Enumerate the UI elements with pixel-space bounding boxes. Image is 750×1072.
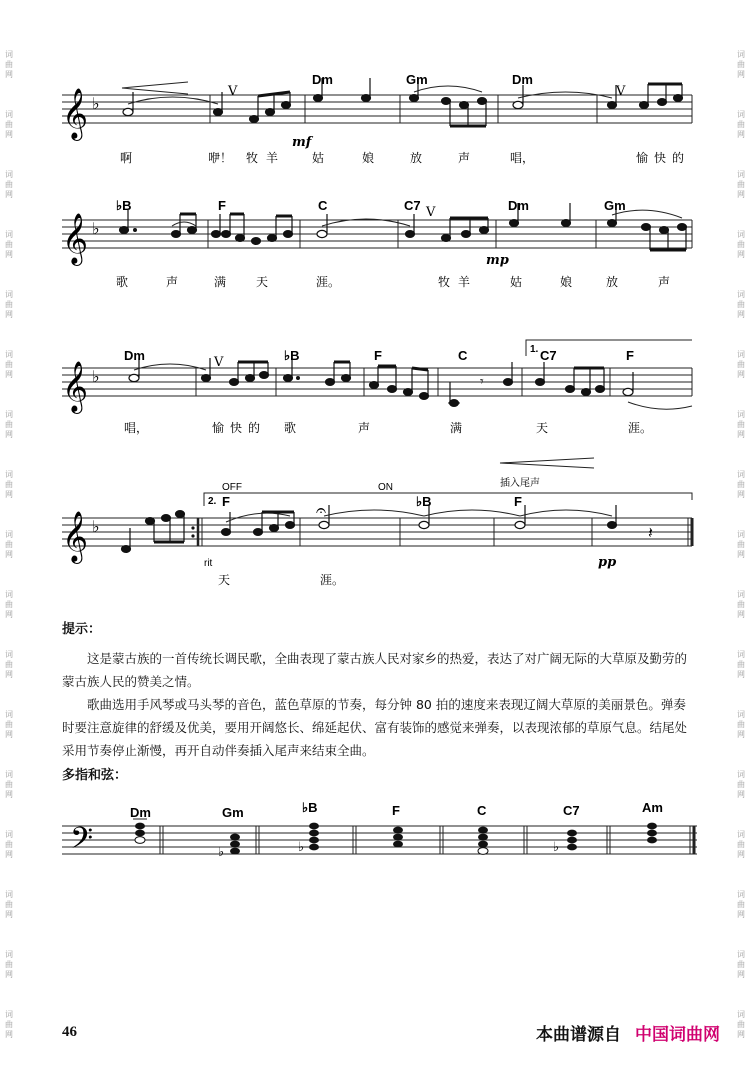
crescendo-hairpin bbox=[500, 458, 594, 468]
fermata-icon: 𝄐 bbox=[316, 500, 327, 521]
repeat-dot-icon bbox=[191, 534, 194, 537]
lyrics-line bbox=[120, 150, 684, 165]
repeat-dot-icon bbox=[191, 526, 194, 529]
svg-text:♭: ♭ bbox=[553, 840, 560, 855]
lyric: 满 bbox=[450, 421, 463, 435]
lyric: 声 bbox=[358, 421, 371, 435]
svg-text:♭: ♭ bbox=[298, 840, 305, 855]
lyric: 歌 bbox=[116, 275, 129, 289]
notes bbox=[122, 505, 617, 552]
chord-symbol: ♭B bbox=[116, 198, 132, 213]
score-system-4 bbox=[0, 455, 750, 595]
lyric: 涯。 bbox=[316, 275, 341, 289]
side-watermark-left: 词 曲 网 词 曲 网 词 曲 网 词 曲 网 词 曲 网 词 曲 网 词 曲 网 词 曲 网 词 曲 网 词 曲 网 词 曲 网 词 曲 网 词 曲 网 词 曲 网 词 曲 网 词 曲 网 词 曲 网 bbox=[5, 50, 13, 1039]
hint-paragraph: 这是蒙古族的一首传统长调民歌，全曲表现了蒙古族人民对家乡的热爱，表达了对广阔无际的大草原及勤劳的蒙古族人民的赞美之情。 bbox=[62, 651, 688, 689]
staff-lines bbox=[62, 220, 692, 248]
volta-number: 1. bbox=[530, 344, 539, 355]
crescendo-hairpin bbox=[122, 82, 188, 94]
lyric: 的 bbox=[248, 421, 261, 435]
hint-paragraph: 歌曲选用手风琴或马头琴的音色，蓝色草原的节奏，每分钟 80 拍的速度来表现辽阔大草原的美丽景色。弹奏时要注意旋律的舒缓及优美，要用开阔悠长、绵延起伏、富有装饰的感觉来弹奏，以表现浓郁的草原气息。结尾处采用节奏停止渐慢，再开自动伴奏插入尾声来结束全曲。 bbox=[62, 697, 688, 758]
breath-mark-icon: V bbox=[616, 84, 626, 99]
lyric: 唱， bbox=[510, 151, 535, 165]
chord-symbol: ♭B bbox=[284, 348, 300, 363]
chord-symbol: Gm bbox=[222, 805, 244, 820]
breath-mark-icon: V bbox=[214, 355, 224, 370]
breath-mark-icon: V bbox=[228, 84, 238, 99]
chord-symbol: Dm bbox=[130, 805, 151, 820]
dynamic-marking: pp bbox=[598, 555, 617, 570]
source-credit bbox=[536, 1020, 720, 1045]
lyric: 的 bbox=[672, 151, 685, 165]
flat-key-signature-icon: ♭ bbox=[92, 94, 100, 113]
chord-symbol: F bbox=[392, 803, 400, 818]
chord-symbol: C bbox=[318, 198, 328, 213]
score-system-2 bbox=[0, 190, 750, 300]
chord-symbol: F bbox=[626, 348, 634, 363]
lyric: 愉 bbox=[212, 421, 225, 435]
chord-staff bbox=[0, 790, 750, 900]
chord-symbol: F bbox=[514, 494, 522, 509]
lyric: 姑 bbox=[510, 275, 523, 289]
marking-rit: rit bbox=[204, 558, 213, 569]
lyric: 牧 bbox=[246, 151, 259, 165]
flat-key-signature-icon: ♭ bbox=[92, 219, 100, 238]
dynamic-marking: mp bbox=[486, 253, 509, 268]
chord-symbol: Gm bbox=[406, 72, 428, 87]
flat-key-signature-icon: ♭ bbox=[92, 367, 100, 386]
score-system-1 bbox=[0, 60, 750, 180]
marking-on: ON bbox=[378, 482, 393, 493]
lyric: 娘 bbox=[362, 151, 375, 165]
chord-symbol: Dm bbox=[508, 198, 529, 213]
section-title: 多指和弦： bbox=[62, 768, 128, 783]
lyric: 声 bbox=[166, 275, 179, 289]
score-system-3 bbox=[0, 325, 750, 440]
page-number: 46 bbox=[62, 1024, 77, 1040]
volta-number: 2. bbox=[208, 496, 217, 507]
chord-symbol: ♭B bbox=[416, 494, 432, 509]
chord-symbol: Gm bbox=[604, 198, 626, 213]
chord-symbol: ♭B bbox=[302, 800, 318, 815]
lyric: 羊 bbox=[458, 275, 471, 289]
lyric: 唱， bbox=[124, 421, 149, 435]
treble-clef-icon: 𝄞 bbox=[62, 88, 89, 139]
flat-key-signature-icon: ♭ bbox=[92, 517, 100, 536]
side-watermark-right: 词 曲 网 词 曲 网 词 曲 网 词 曲 网 词 曲 网 词 曲 网 词 曲 网 词 曲 网 词 曲 网 词 曲 网 词 曲 网 词 曲 网 词 曲 网 词 曲 网 词 曲 网 词 曲 网 词 曲 网 bbox=[737, 50, 745, 1039]
chord-symbol: C bbox=[458, 348, 468, 363]
chord-symbol: C bbox=[477, 803, 487, 818]
lyric: 啊 bbox=[120, 151, 133, 165]
chord-symbol: F bbox=[218, 198, 226, 213]
lyric: 快 bbox=[230, 421, 243, 435]
lyric: 涯。 bbox=[320, 573, 345, 587]
chord-symbol: Am bbox=[642, 800, 663, 815]
chord-symbol: F bbox=[222, 494, 230, 509]
lyric: 天 bbox=[218, 573, 231, 587]
lyric: 娘 bbox=[560, 275, 573, 289]
lyrics-line bbox=[116, 274, 670, 289]
chord-symbol: C7 bbox=[404, 198, 421, 213]
chord-symbol: Dm bbox=[512, 72, 533, 87]
lyric: 满 bbox=[214, 275, 227, 289]
marking-off: OFF bbox=[222, 482, 242, 493]
lyrics-line bbox=[124, 420, 652, 435]
chord-symbol: C7 bbox=[563, 803, 580, 818]
lyric: 歌 bbox=[284, 421, 297, 435]
lyric: 姑 bbox=[312, 151, 325, 165]
lyric: 涯。 bbox=[628, 421, 653, 435]
source-label: 本曲谱源自 bbox=[536, 1025, 621, 1045]
lyric: 天 bbox=[256, 275, 269, 289]
lyrics-line bbox=[218, 573, 344, 587]
marking-coda: 插入尾声 bbox=[500, 478, 540, 489]
quarter-rest-icon: 𝄽 bbox=[648, 523, 653, 542]
hint-title: 提示： bbox=[62, 622, 102, 637]
treble-clef-icon: 𝄞 bbox=[62, 511, 89, 562]
lyric: 羊 bbox=[266, 151, 279, 165]
lyric: 放 bbox=[410, 151, 423, 165]
breath-mark-icon: V bbox=[426, 205, 436, 220]
treble-clef-icon: 𝄞 bbox=[62, 361, 89, 412]
lyric: 声 bbox=[658, 275, 671, 289]
treble-clef-icon: 𝄞 bbox=[62, 213, 89, 264]
chord-symbol: Dm bbox=[312, 72, 333, 87]
chord-symbol: Dm bbox=[124, 348, 145, 363]
site-name-link[interactable]: 中国词曲网 bbox=[635, 1025, 720, 1045]
dynamic-marking: mf bbox=[292, 135, 312, 150]
lyric: 声 bbox=[458, 151, 471, 165]
lyric: 愉 bbox=[636, 151, 649, 165]
eighth-rest-icon: 𝄾 bbox=[480, 374, 484, 390]
lyric: 放 bbox=[606, 275, 619, 289]
lyric: 牧 bbox=[438, 275, 451, 289]
chord-symbol: C7 bbox=[540, 348, 557, 363]
bass-clef-icon: 𝄢 bbox=[70, 822, 94, 863]
lyric: 天 bbox=[536, 421, 549, 435]
svg-text:♭: ♭ bbox=[218, 845, 225, 860]
hint-notes bbox=[62, 618, 697, 762]
chord-symbol: F bbox=[374, 348, 382, 363]
staff-lines bbox=[62, 826, 697, 854]
lyric: 咿！ bbox=[208, 151, 233, 165]
volta-bracket bbox=[204, 493, 692, 506]
staff-lines bbox=[62, 95, 692, 123]
lyric: 快 bbox=[654, 151, 667, 165]
ties bbox=[134, 364, 692, 409]
